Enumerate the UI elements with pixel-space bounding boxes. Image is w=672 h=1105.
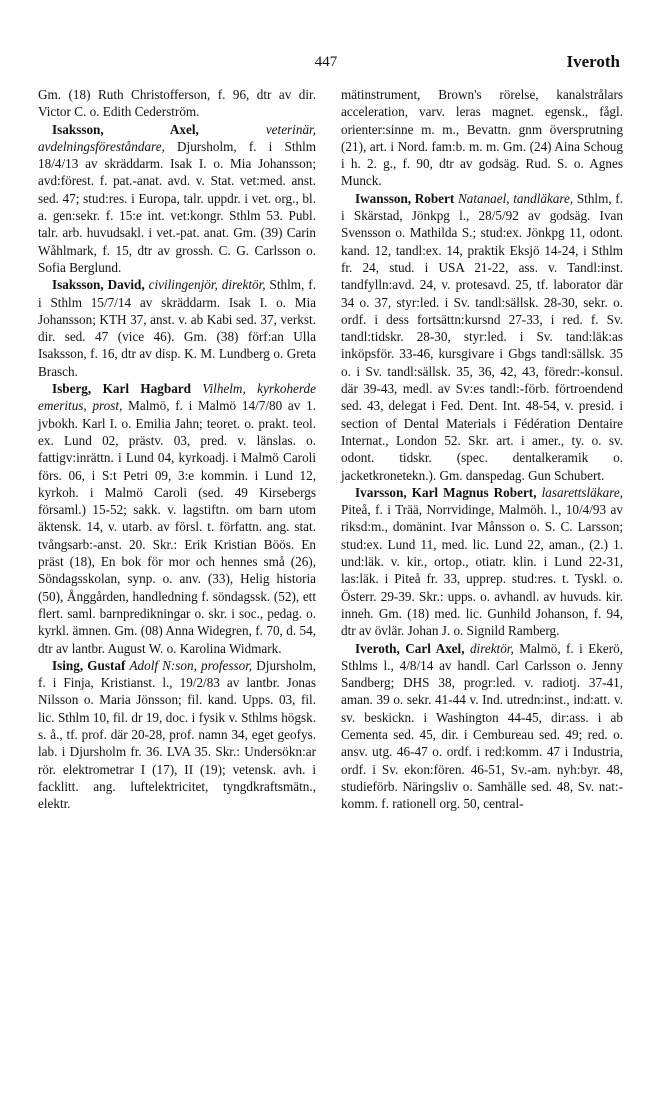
- entry-name: Isaksson, David,: [52, 277, 145, 293]
- entry-text: Malmö, f. i Malmö 14/7/80 av 1. jvbokh. Karl I. o. Emilia Jahn; teoret. o. prakt. teol. ex. Lund 02, prästv. 03, pred. v. länslas. o. fattigv:inrättn. i Lund 04, kyrkoadj. i Malmö Caroli förs. 06, i S:t Petri 09, 3:e kommin. i Lund 12, kyrkoh. i Malmö Caroli (sed. 49 Kirsebergs församl.) 15-52; sakk. v. lagstiftn. om barn utom äktensk. 14, v. utarb. av försl. t. författn. ang. stat. tvångsarb:-anst. 20. Skr.: Erik Kristian Böös. En präst (18), En bok för mor och hennes små (26), Söndagsskolan, synp. o. anv. (33), Helig historia (50), Ånggården, handledning f. söndagssk. (52), ett flert. saml. barnpredikningar o. skr. i soc., pedag. o. kyrkl. ämnen. Gm. (08) Anna Widegren, f. 70, d. 54, dtr av lantbr. August W. o. Karolina Widmark.: [38, 398, 316, 656]
- entry-text: Djursholm, f. i Finja, Kristianst. l., 19/2/83 av lantbr. Jonas Nilsson o. Maria Jönsson; fil. kand. Upps. 03, fil. lic. Sthlm 10, fil. dr 19, doc. i fysik v. Sthlms högsk. s. å., tf. prof. där 20-28, prof. namn 34, eget geofys. lab. i Djursholm fr. 36. LVA 35. Skr.: Undersökn:ar rör. elektrometrar I (17), II (19); vetensk. avh. i facklitt. ang. luftelektricitet, tyngdkraftsmätn., elektr.: [38, 657, 316, 812]
- entry-text: Djursholm, f. i Sthlm 18/4/13 av skräddarm. Isak I. o. Mia Johansson; avd:förest. f. pat.-anat. avd. v. Stat. vet:med. anst. sed. 47; stud:res. i Europa, talr. uppdr. i vet. org., bl. a. gen:sekr. f. 15:e int. vet:kongr. Sthlm 53. Publ. talr. arb. huvudsakl. i vet.-pat. anat. Gm. (39) Carin Wåhlmark, f. 15, dtr av grossh. C. G. Carlsson o. Sofia Berglund.: [38, 138, 316, 275]
- entry-name: Iwansson, Robert: [355, 190, 455, 206]
- entry: [341, 640, 623, 813]
- entry-text: Sthlm, f. i Skärstad, Jönkpg l., 28/5/92 av godsäg. Ivan Svensson o. Mathilda S.; stud:ex. Jönkpg 11, odont. kand. 12, tandl:ex. 14, praktik Eksjö 14-24, i Sthlm fr. 24, stud. i USA 21-22, ass. v. Tandl:inst. tandfylln:avd. 24, v. protesavd. 25, tf. laborator där 34 o. 37, styr:led. i Sv. tandl:sällsk. 28-30, sekr. o. ordf. i dess fortsättn:kursnd 27-33, i red. f. Sv. tandl:tidskr. 28-30, styr:led. i Sv. tand:läk:as inköpsför. 33-46, kursgivare i Gbgs tandl:sällsk. 35 o. i Sv. tandl:sällsk. 35, 36, 42, 43, föredr:-konsul. där 39-43, medl. av Sv:es tandl:-förb. förtroendend sed. 43, delegat i Fed. Dent. Int. 48-54, v. presid. i section of Dental Materials i Fédération Dentaire Internat., London 52. Skr. art. i amer., ty. o. sv. odont. tidskr. (spec. dentalkeramik o. jacketkronetekn.). Gm. danspedag. Gun Schubert.: [341, 190, 623, 483]
- entry: [341, 190, 623, 484]
- entry-text: Gm. (18) Ruth Christofferson, f. 96, dtr av dir. Victor C. o. Edith Cederström.: [38, 87, 316, 120]
- entry: [38, 276, 316, 380]
- entry-title: lasarettsläkare,: [541, 484, 623, 500]
- right-column: [341, 86, 623, 812]
- entry-text: mätinstrument, Brown's rörelse, kanalstrålars acceleration, varv. leras magnet. egensk., fågl. orienter:sinne m. m., Bevattn. gnm översprutning (21), art. i Nord. fam:b. m. m. Gm. (24) Aina Schoug i h. 2. g., f. 90, dtr av godsäg. Rud. S. o. Agnes Munck.: [341, 87, 623, 189]
- entry: [341, 484, 623, 640]
- entry: [38, 380, 316, 657]
- entry-title: Adolf N:son, professor,: [129, 657, 253, 673]
- entry: [38, 121, 316, 277]
- entry-continuation: [38, 86, 316, 121]
- left-column: [38, 86, 316, 812]
- entry-title: direktör,: [469, 640, 514, 656]
- entry-name: Iveroth, Carl Axel,: [355, 640, 465, 656]
- entry-title: civilingenjör, direktör,: [148, 277, 266, 293]
- entry-name: Isaksson, Axel,: [52, 121, 199, 137]
- entry-continuation: [341, 86, 623, 190]
- entry-title: veterinär, avdelningsföreståndare,: [38, 121, 317, 154]
- entry: [38, 657, 316, 813]
- entry-text: Malmö, f. i Ekerö, Sthlms l., 4/8/14 av handl. Carl Carlsson o. Jenny Sandberg; DHS 38, progr:led. v. radiotj. 37-41, aman. 39 o. sekr. 41-44 v. Ind. utredn:inst., ind:att. v. sv. beskickn. i Washington 44-45, dir:ass. i ab Cementa sed. 45, dir. i Cembureau sed. 49; red. o. ansv. utg. 46-47 o. ordf. i red:komm. 47 i Industria, ordf. i Sv. ekon:fören. 46-51, Sv.-am. nyh:byr. 48, studieförb. Näringsliv o. Samhälle sed. 48, Sv. nat:-komm. f. rationell org. 50, central-: [341, 640, 624, 812]
- running-head: Iveroth: [566, 52, 620, 71]
- page-number: 447: [314, 54, 338, 70]
- entry-title: Natanael, tandläkare,: [457, 190, 574, 206]
- entry-name: Ising, Gustaf: [52, 657, 126, 673]
- entry-text: Sthlm, f. i Sthlm 15/7/14 av skräddarm. Isak I. o. Mia Johansson; KTH 37, anst. v. ab Kabi sed. 37, verkst. dir. sed. 47 (vice 46). Gm. (38) förf:an Ulla Isaksson, f. 16, dtr av disp. K. M. Lundberg o. Greta Brasch.: [38, 277, 316, 379]
- entry-name: Ivarsson, Karl Magnus Robert,: [355, 484, 537, 500]
- entry-title: Vilhelm, kyrkoherde emeritus, prost,: [38, 381, 317, 414]
- entry-text: Piteå, f. i Trää, Norrvidinge, Malmöh. l., 10/4/93 av riksd:m., domänint. Ivar Månsson o. S. C. Larsson; stud:ex. Lund 11, med. lic. Lund 22, aman., (2.) 1. und:läk. v. kir., ortop., otiatr. klin. i Lund 22-31, las:läk. i Piteå fr. 33, upprep. stud:res. t. Tyskl. o. Österr. 29-39. Skr.: upps. o. avhandl. av huvuds. kir. inneh. Gm. (18) med. lic. Gunhild Johanson, f. 94, dtr av övlär. Johan J. o. Signild Ramberg.: [341, 502, 623, 639]
- entry-name: Isberg, Karl Hagbard: [52, 381, 191, 397]
